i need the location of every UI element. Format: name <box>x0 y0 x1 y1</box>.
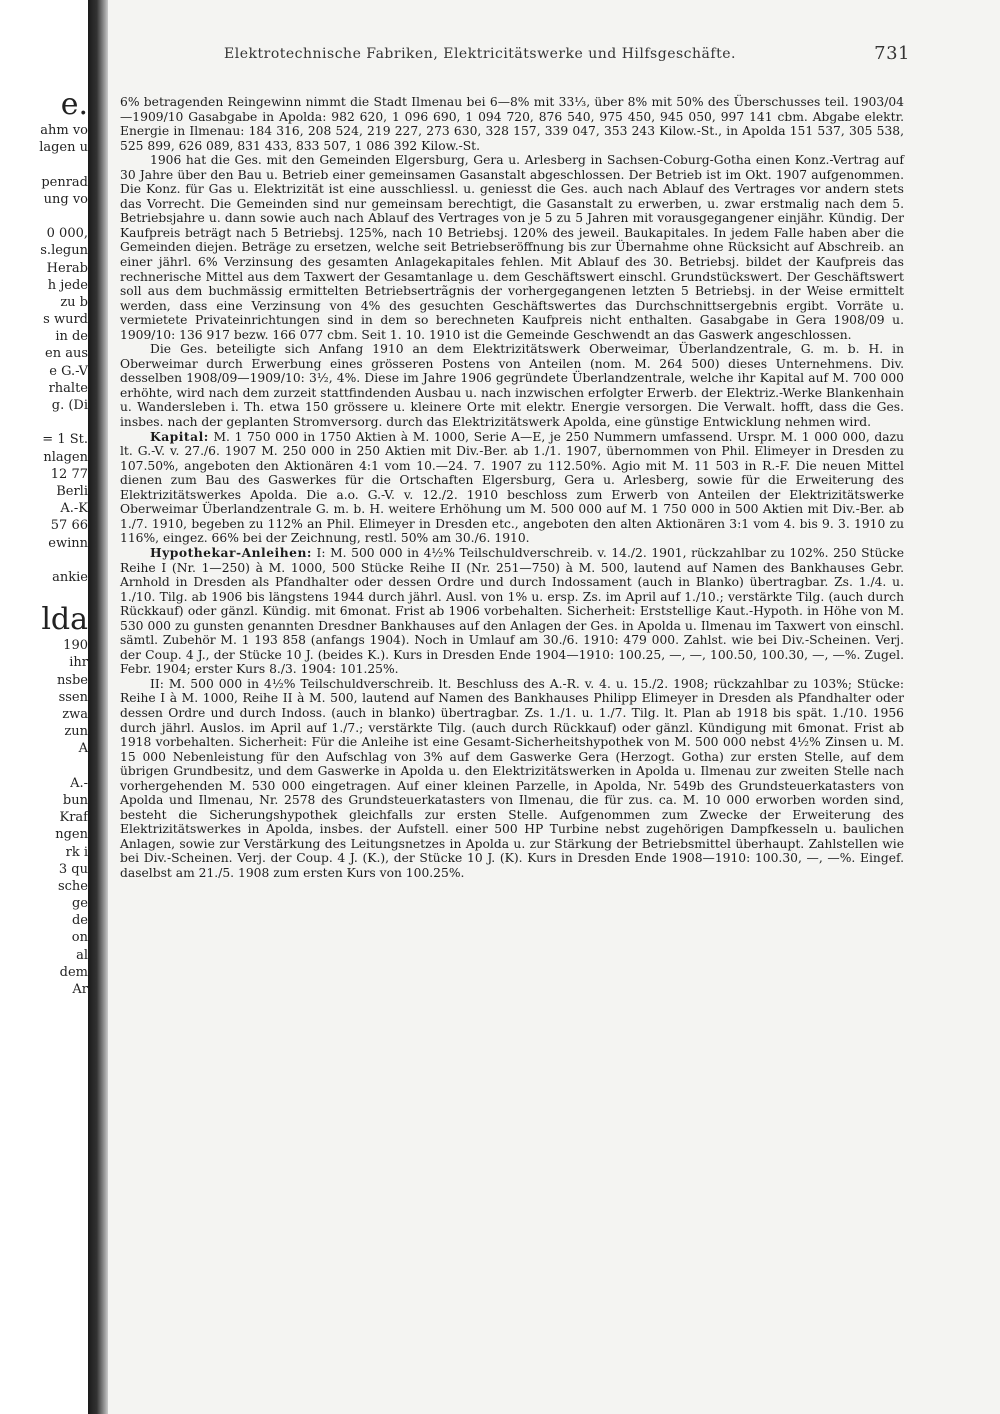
margin-fragment: zwa <box>62 707 88 722</box>
margin-fragment: nsbe <box>56 672 88 688</box>
margin-fragment: s wurd <box>43 312 88 328</box>
paragraph <box>120 430 904 546</box>
margin-fragment: on <box>71 930 88 946</box>
previous-page-text-fragments <box>0 88 88 998</box>
margin-fragment: Kraf <box>59 810 88 826</box>
paragraph-text: 1906 hat die Ges. mit den Gemeinden Elgersburg, Gera u. Arlesberg in Sachsen-Coburg-Gotha einen Konz.-Vertrag auf 30 Jahre über den Bau u. Betrieb einer gemeinsamen Gasanstalt abgeschlossen. Der Betrieb ist im Okt. 1907 aufgenommen. Die Konz. für Gas u. Elektrizität ist eine ausschliessl. u. geniesst die Ges. auch nach Ablauf des Vertrages vor andern stets das Vorrecht. Die Gemeinden sind nur gemeinsam berechtigt, die Gasanstalt zu erwerben, u. zwar erstmalig nach dem 5. Betriebsjahre u. dann sowie auch nach Ablauf des Vertrages von je 5 zu 5 Jahren mit vorausgegangener einjähr. Kündig. Der Kaufpreis beträgt nach 5 Betriebsj. 125%, nach 10 Betriebsj. 120% des jeweil. Baukapitales. In jedem Falle haben aber die Gemeinden diejen. Beträge zu ersetzen, welche seit Betriebseröffnung bis zur Übernahme ohne Rücksicht auf Abschreib. an einer jährl. 6% Verzinsung des gesamten Anlagekapitales fehlen. Mit Ablauf des 30. Betriebsj. bildet der Kaufpreis das rechnerische Mittel aus dem Taxwert der Gesamtanlage u. dem Geschäftswert einschl. Grundstückswert. Der Geschäftswert soll aus dem buchmässig ermittelten Betriebsertrãgnis der vorhergegangenen letzten 5 Betriebsj. in der Weise ermittelt werden, dass eine Verzinsung von 4% des gesuchten Geschäftswertes das Durchschnittsergebnis ergibt. Vorräte u. vermietete Privateinrichtungen sind in dem so berechneten Kaufpreis nicht enthalten. Gasabgabe in Gera 1908/09 u. 1909/10: 136 917 bezw. 166 077 cbm. Seit 1. 10. 1910 ist die Gemeinde Geschwendt an das Gaswerk angeschlossen. <box>120 153 904 342</box>
margin-fragment: g. (Di <box>51 398 88 413</box>
paragraph <box>120 546 904 677</box>
margin-fragment: A <box>78 741 88 757</box>
section-label: Kapital: <box>150 428 209 444</box>
margin-fragment <box>0 208 88 225</box>
margin-fragment: ahm vo <box>40 123 88 138</box>
book-gutter-shadow <box>88 0 110 1414</box>
margin-fragment: A.- <box>70 775 88 791</box>
margin-fragment: zu b <box>60 294 88 310</box>
margin-fragment: nlagen <box>43 449 88 465</box>
margin-fragment: ewinn <box>48 535 88 551</box>
margin-fragment: 190 <box>63 638 88 654</box>
margin-fragment: A.-K <box>60 501 88 517</box>
paragraph <box>120 342 904 429</box>
paragraph-text: M. 1 750 000 in 1750 Aktien à M. 1000, Serie A—E, je 250 Nummern umfassend. Urspr. M. 1 000 000, dazu lt. G.-V. v. 27./6. 1907 M. 250 000 in 250 Aktien mit Div.-Ber. ab 1./1. 1907, übernommen von Phil. Elimeyer in Dresden zu 107.50%, angeboten den Aktionären 4:1 vom 10.—24. 7. 1907 zu 112.50%. Agio mit M. 11 503 in R.-F. Die neuen Mittel dienen zum Bau des Gaswerkes für die Ortschaften Elgersburg, Gera u. Arlesberg, sowie für die Erweiterung des Elektrizitätswerkes Apolda. Die a.o. G.-V. v. 12./2. 1910 beschloss zum Erwerb von Anteilen der Elektrizitätswerke Oberweimar Überlandzentrale G. m. b. H. weitere Erhöhung um M. 500 000 auf M. 1 750 000 in 500 Aktien mit Div.-Ber. ab 1./7. 1910, begeben zu 112% an Phil. Elimeyer in Dresden etc., angeboten den alten Aktionären 3:1 vom 4. bis 9. 3. 1910 zu 116%, eingez. 66% bei der Zeichnung, restl. 50% am 30./6. 1910. <box>120 429 904 546</box>
margin-fragment: 57 66 <box>50 518 88 534</box>
running-header <box>120 43 910 70</box>
margin-fragment: lagen u <box>39 140 88 156</box>
margin-fragment: e. <box>60 88 88 122</box>
margin-fragment <box>0 156 88 173</box>
margin-fragment: ssen <box>58 689 88 705</box>
margin-fragment: Berli <box>56 483 88 499</box>
margin-fragment: al <box>76 947 88 963</box>
margin-fragment: rhalte <box>48 380 88 396</box>
margin-fragment: bun <box>62 792 88 808</box>
margin-fragment: 0 000, <box>46 226 88 242</box>
margin-fragment <box>0 758 88 775</box>
margin-fragment: Ar <box>72 982 88 997</box>
margin-fragment <box>0 552 88 569</box>
margin-fragment: 3 qu <box>58 861 88 877</box>
margin-fragment: Herab <box>46 260 88 276</box>
margin-fragment: in de <box>55 329 88 345</box>
margin-fragment: en aus <box>45 346 88 362</box>
paragraph-text: Die Ges. beteiligte sich Anfang 1910 an dem Elektrizitätswerk Oberweimar, Überlandzentrale, G. m. b. H. in Oberweimar durch Erwerbung eines grösseren Postens von Anteilen (nom. M. 264 500) dieses Unternehmens. Div. desselben 1908/09—1909/10: 3½, 4%. Diese im Jahre 1906 gegründete Überlandzentrale, welche ihr Kapital auf M. 700 000 erhöhte, wird nach dem zurzeit stattfindenden Ausbau u. nach inzwischen erfolgter Erwerb. der Elektriz.-Werke Blankenhain u. Wandersleben i. Th. etwa 150 grössere u. kleinere Orte mit elektr. Energie versorgen. Die Verwalt. hofft, dass die Ges. insbes. nach der geplanten Stromversorg. durch das Elektrizitätswerk Apolda, eine günstige Entwicklung nehmen wird. <box>120 342 904 430</box>
margin-fragment: rk i <box>65 844 88 860</box>
margin-fragment: s.legun <box>40 243 88 259</box>
margin-fragment: zun <box>64 724 88 740</box>
margin-fragment: = 1 St. <box>42 432 88 448</box>
margin-fragment: 12 77 <box>50 466 88 482</box>
margin-fragment: e G.-V <box>49 363 88 379</box>
margin-fragment: ung vo <box>43 191 88 207</box>
margin-fragment: sche <box>57 878 88 894</box>
margin-fragment <box>0 586 88 603</box>
paragraph <box>120 677 904 881</box>
margin-fragment: h jede <box>47 277 88 293</box>
article-body <box>120 95 904 881</box>
margin-fragment: dem <box>59 964 88 980</box>
margin-fragment: ngen <box>55 827 88 843</box>
paragraph-text: II: M. 500 000 in 4½% Teilschuldverschreib. lt. Beschluss des A.-R. v. 4. u. 15./2. 1908; rückzahlbar zu 103%; Stücke: Reihe I à M. 1000, Reihe II à M. 500, lautend auf Namen des Bankhauses Philipp Elimeyer in Dresden als Pfandhalter oder dessen Ordre und durch Indoss. (auch in blanko) übertragbar. Zs. 1./1. u. 1./7. Tilg. lt. Plan ab 1918 bis spät. 1./10. 1956 durch jährl. Auslos. im April auf 1./7.; verstärkte Tilg. (auch durch Rückkauf) oder gänzl. Kündigung mit 6monat. Frist ab 1918 vorbehalten. Sicherheit: Für die Anleihe ist eine Gesamt-Sicherheitshypothek von M. 500 000 nebst 4½% Zinsen u. M. 15 000 Nebenleistung für den Aufschlag von 3% auf dem Gaswerke Gera (Herzogt. Gotha) zur ersten Stelle, auf dem übrigen Grundbesitz, und dem Gaswerke in Apolda u. den Elektrizitätswerken in Apolda u. Ilmenau zur zweiten Stelle nach vorhergehenden M. 530 000 eingetragen. Auf einer kleinen Parzelle, in Apolda, Nr. 549b des Grundsteuerkatasters von Apolda und Ilmenau, Nr. 2578 des Grundsteuerkatasters von Ilmenau, die für zus. ca. M. 10 000 erworben worden sind, besteht die Sicherungshypothek gleichfalls zur ersten Stelle. Aufgenommen zum Zwecke der Erweiterung des Elektrizitätswerkes in Apolda, insbes. der Aufstell. einer 500 HP Turbine nebst zugehörigen Dampfkesseln u. baulichen Anlagen, sowie zur Verstärkung des Leitungsnetzes in Apolda u. zur Stärkung der Betriebsmittel überhaupt. Zahlstellen wie bei Div.-Scheinen. Verj. der Coup. 4 J. (K.), der Stücke 10 J. (K). Kurs in Dresden Ende 1908—1910: 100.30, —, —%. Eingef. daselbst am 21./5. 1908 zum ersten Kurs von 100.25%. <box>120 676 904 880</box>
page-number: 731 <box>874 43 910 64</box>
margin-fragment: de <box>71 913 88 929</box>
margin-fragment: penrad <box>41 174 88 190</box>
paragraph-text: 6% betragenden Reingewinn nimmt die Stadt Ilmenau bei 6—8% mit 33⅓, über 8% mit 50% des Überschusses teil. 1903/04—1909/10 Gasabgabe in Apolda: 982 620, 1 096 690, 1 094 720, 876 540, 975 450, 945 050, 997 141 cbm. Abgabe elektr. Energie in Ilmenau: 184 316, 208 524, 219 227, 273 630, 328 157, 339 047, 353 243 Kilow.-St., in Apolda 151 537, 305 538, 525 899, 626 089, 831 433, 833 507, 1 086 392 Kilow.-St. <box>120 95 904 153</box>
section-label: Hypothekar-Anleihen: <box>150 544 312 560</box>
margin-fragment: ankie <box>52 569 88 585</box>
paragraph-text: I: M. 500 000 in 4½% Teilschuldverschreib. v. 14./2. 1901, rückzahlbar zu 102%. 250 Stücke Reihe I (Nr. 1—250) à M. 1000, 500 Stücke Reihe II (Nr. 251—750) à M. 500, lautend auf Namen des Bankhauses Gebr. Arnhold in Dresden als Pfandhalter oder dessen Ordre und durch Indossament (auch in Blanko) übertragbar. Zs. 1./4. u. 1./10. Tilg. ab 1906 bis längstens 1944 durch jährl. Ausl. von 1% u. ersp. Zs. im April auf 1./10.; verstärkte Tilg. (auch durch Rückkauf) oder gänzl. Kündig. mit 6monat. Frist ab 1906 vorbehalten. Sicherheit: Erststellige Kaut.-Hypoth. in Höhe von M. 530 000 zu gunsten genannten Dresdner Bankhauses auf den Anlagen der Ges. in Apolda u. Ilmenau im Taxwert von einschl. sämtl. Zubehör M. 1 193 858 (anfangs 1904). Noch in Umlauf am 30./6. 1910: 479 000. Zahlst. wie bei Div.-Scheinen. Verj. der Coup. 4 J., der Stücke 10 J. (beides K.). Kurs in Dresden Ende 1904—1910: 100.25, —, —, 100.50, 100.30, —, —%. Zugel. Febr. 1904; erster Kurs 8./3. 1904: 101.25%. <box>120 545 904 677</box>
margin-fragment: ge <box>71 896 88 912</box>
paragraph <box>120 95 904 153</box>
margin-fragment: lda <box>41 602 88 638</box>
margin-fragment: ihr <box>69 655 88 671</box>
header-title: Elektrotechnische Fabriken, Elektricitätswerke und Hilfsgeschäfte. <box>224 46 736 62</box>
margin-fragment <box>0 414 88 431</box>
paragraph <box>120 153 904 342</box>
